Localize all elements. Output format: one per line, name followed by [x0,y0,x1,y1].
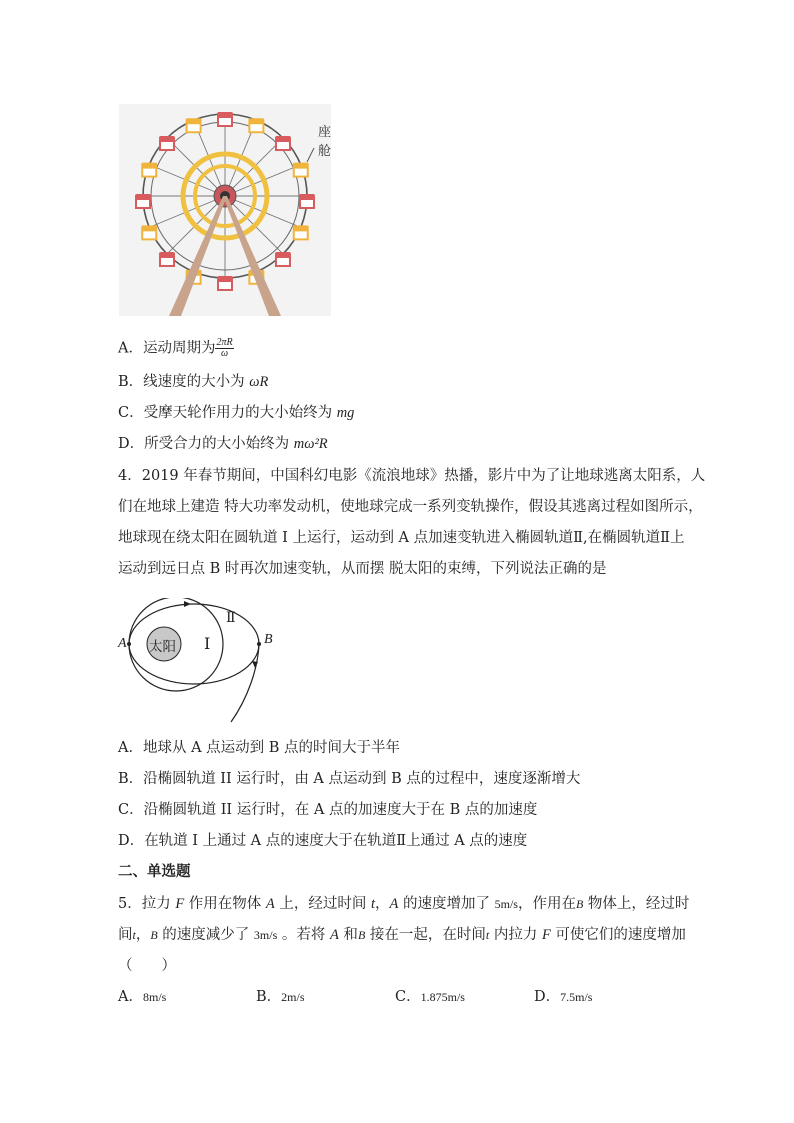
cabin [299,194,315,208]
q5-stem-line-1: 5．拉力 F 作用在物体 A 上，经过时间 t，A 的速度增加了 5m/s，作用在B 物体上，经过时 [118,896,690,912]
cabin-body [294,168,308,177]
cabin [159,136,175,150]
q5-option-a: A．8m/s [118,989,167,1005]
point-b-label: B [264,632,273,647]
q5-answer-paren: （ ） [118,958,176,974]
cabin-body [142,230,156,239]
cabin [186,118,202,132]
cabin-body [160,257,174,266]
q4-option-a: A．地球从 A 点运动到 B 点的时间大于半年 [118,740,401,756]
cabin [275,252,291,266]
q4-stem-line-3: 地球现在绕太阳在圆轨道 I 上运行，运动到 A 点加速变轨进入椭圆轨道Ⅱ,在椭圆轨道Ⅱ上 [118,530,685,546]
q4-stem-line-2: 们在地球上建造 特大功率发动机，使地球完成一系列变轨操作，假设其逃离过程如图所示， [118,499,703,515]
orbit-arrow-top [184,601,191,607]
q4-option-d: D．在轨道 I 上通过 A 点的速度大于在轨道Ⅱ上通过 A 点的速度 [118,833,528,849]
cabin-body [136,199,150,208]
orbit-diagram [118,598,288,724]
q4-option-b: B．沿椭圆轨道 II 运行时，由 A 点运动到 B 点的过程中，速度逐渐增大 [118,771,581,787]
q4-stem-line-4: 运动到远日点 B 时再次加速变轨，从而摆 脱太阳的束缚，下列说法正确的是 [118,561,607,577]
q4-option-c: C．沿椭圆轨道 II 运行时，在 A 点的加速度大于在 B 点的加速度 [118,802,538,818]
cabin-body [218,281,232,290]
cabin-body [249,123,263,132]
q5-option-d: D．7.5m/s [534,989,593,1005]
escape-arrow [252,661,258,668]
cabin [141,163,157,177]
sun-label: 太阳 [149,639,176,655]
q5-option-b: B．2m/s [256,989,305,1005]
cabin-body [142,168,156,177]
section-heading: 二、单选题 [118,863,191,880]
cabin-body [160,141,174,150]
support-leg-right [223,196,281,316]
q5-stem-line-2: 间t，B 的速度减少了 3m/s 。若将 A 和B 接在一起，在时间t 内拉力 F 可使它们的速度增加 [118,927,686,943]
cabin-body [218,117,232,126]
cabin [248,118,264,132]
point-a-label: A [118,636,127,651]
cabin [135,194,151,208]
cabin-body [276,257,290,266]
q4-stem-line-1: 4．2019 年春节期间，中国科幻电影《流浪地球》热播，影片中为了让地球逃离太阳系，人 [118,468,706,484]
cabin-label: 座舱 [318,125,332,159]
orbit-ii-label: Ⅱ [226,610,236,626]
escape-trajectory [231,644,259,722]
cabin [293,225,309,239]
cabin-pointer-line [307,148,314,162]
q3-option-d: D．所受合力的大小始终为 mω²R [118,436,328,452]
orbit-figure [118,598,288,724]
cabin [293,163,309,177]
cabin [141,225,157,239]
cabin-body [294,230,308,239]
q3-option-c: C．受摩天轮作用力的大小始终为 mg [118,405,355,421]
cabin [217,276,233,290]
q3-option-a: A．运动周期为 $\frac{2\pi R}{\omega}$ [118,337,233,359]
cabin-body [300,199,314,208]
period-fraction: $\frac{2\pi R}{\omega}$ [216,337,233,359]
cabin-body [187,123,201,132]
cabin [275,136,291,150]
point-a-dot [127,642,131,646]
support-leg-left [169,196,227,316]
cabin [159,252,175,266]
cabin [217,112,233,126]
cabin-body [276,141,290,150]
q3-option-b: B．线速度的大小为 ωR [118,374,269,390]
orbit-i-label: I [204,634,211,653]
ferris-wheel-figure [119,104,331,316]
q5-option-c: C．1.875m/s [395,989,465,1005]
ferris-wheel-illustration [119,104,331,316]
